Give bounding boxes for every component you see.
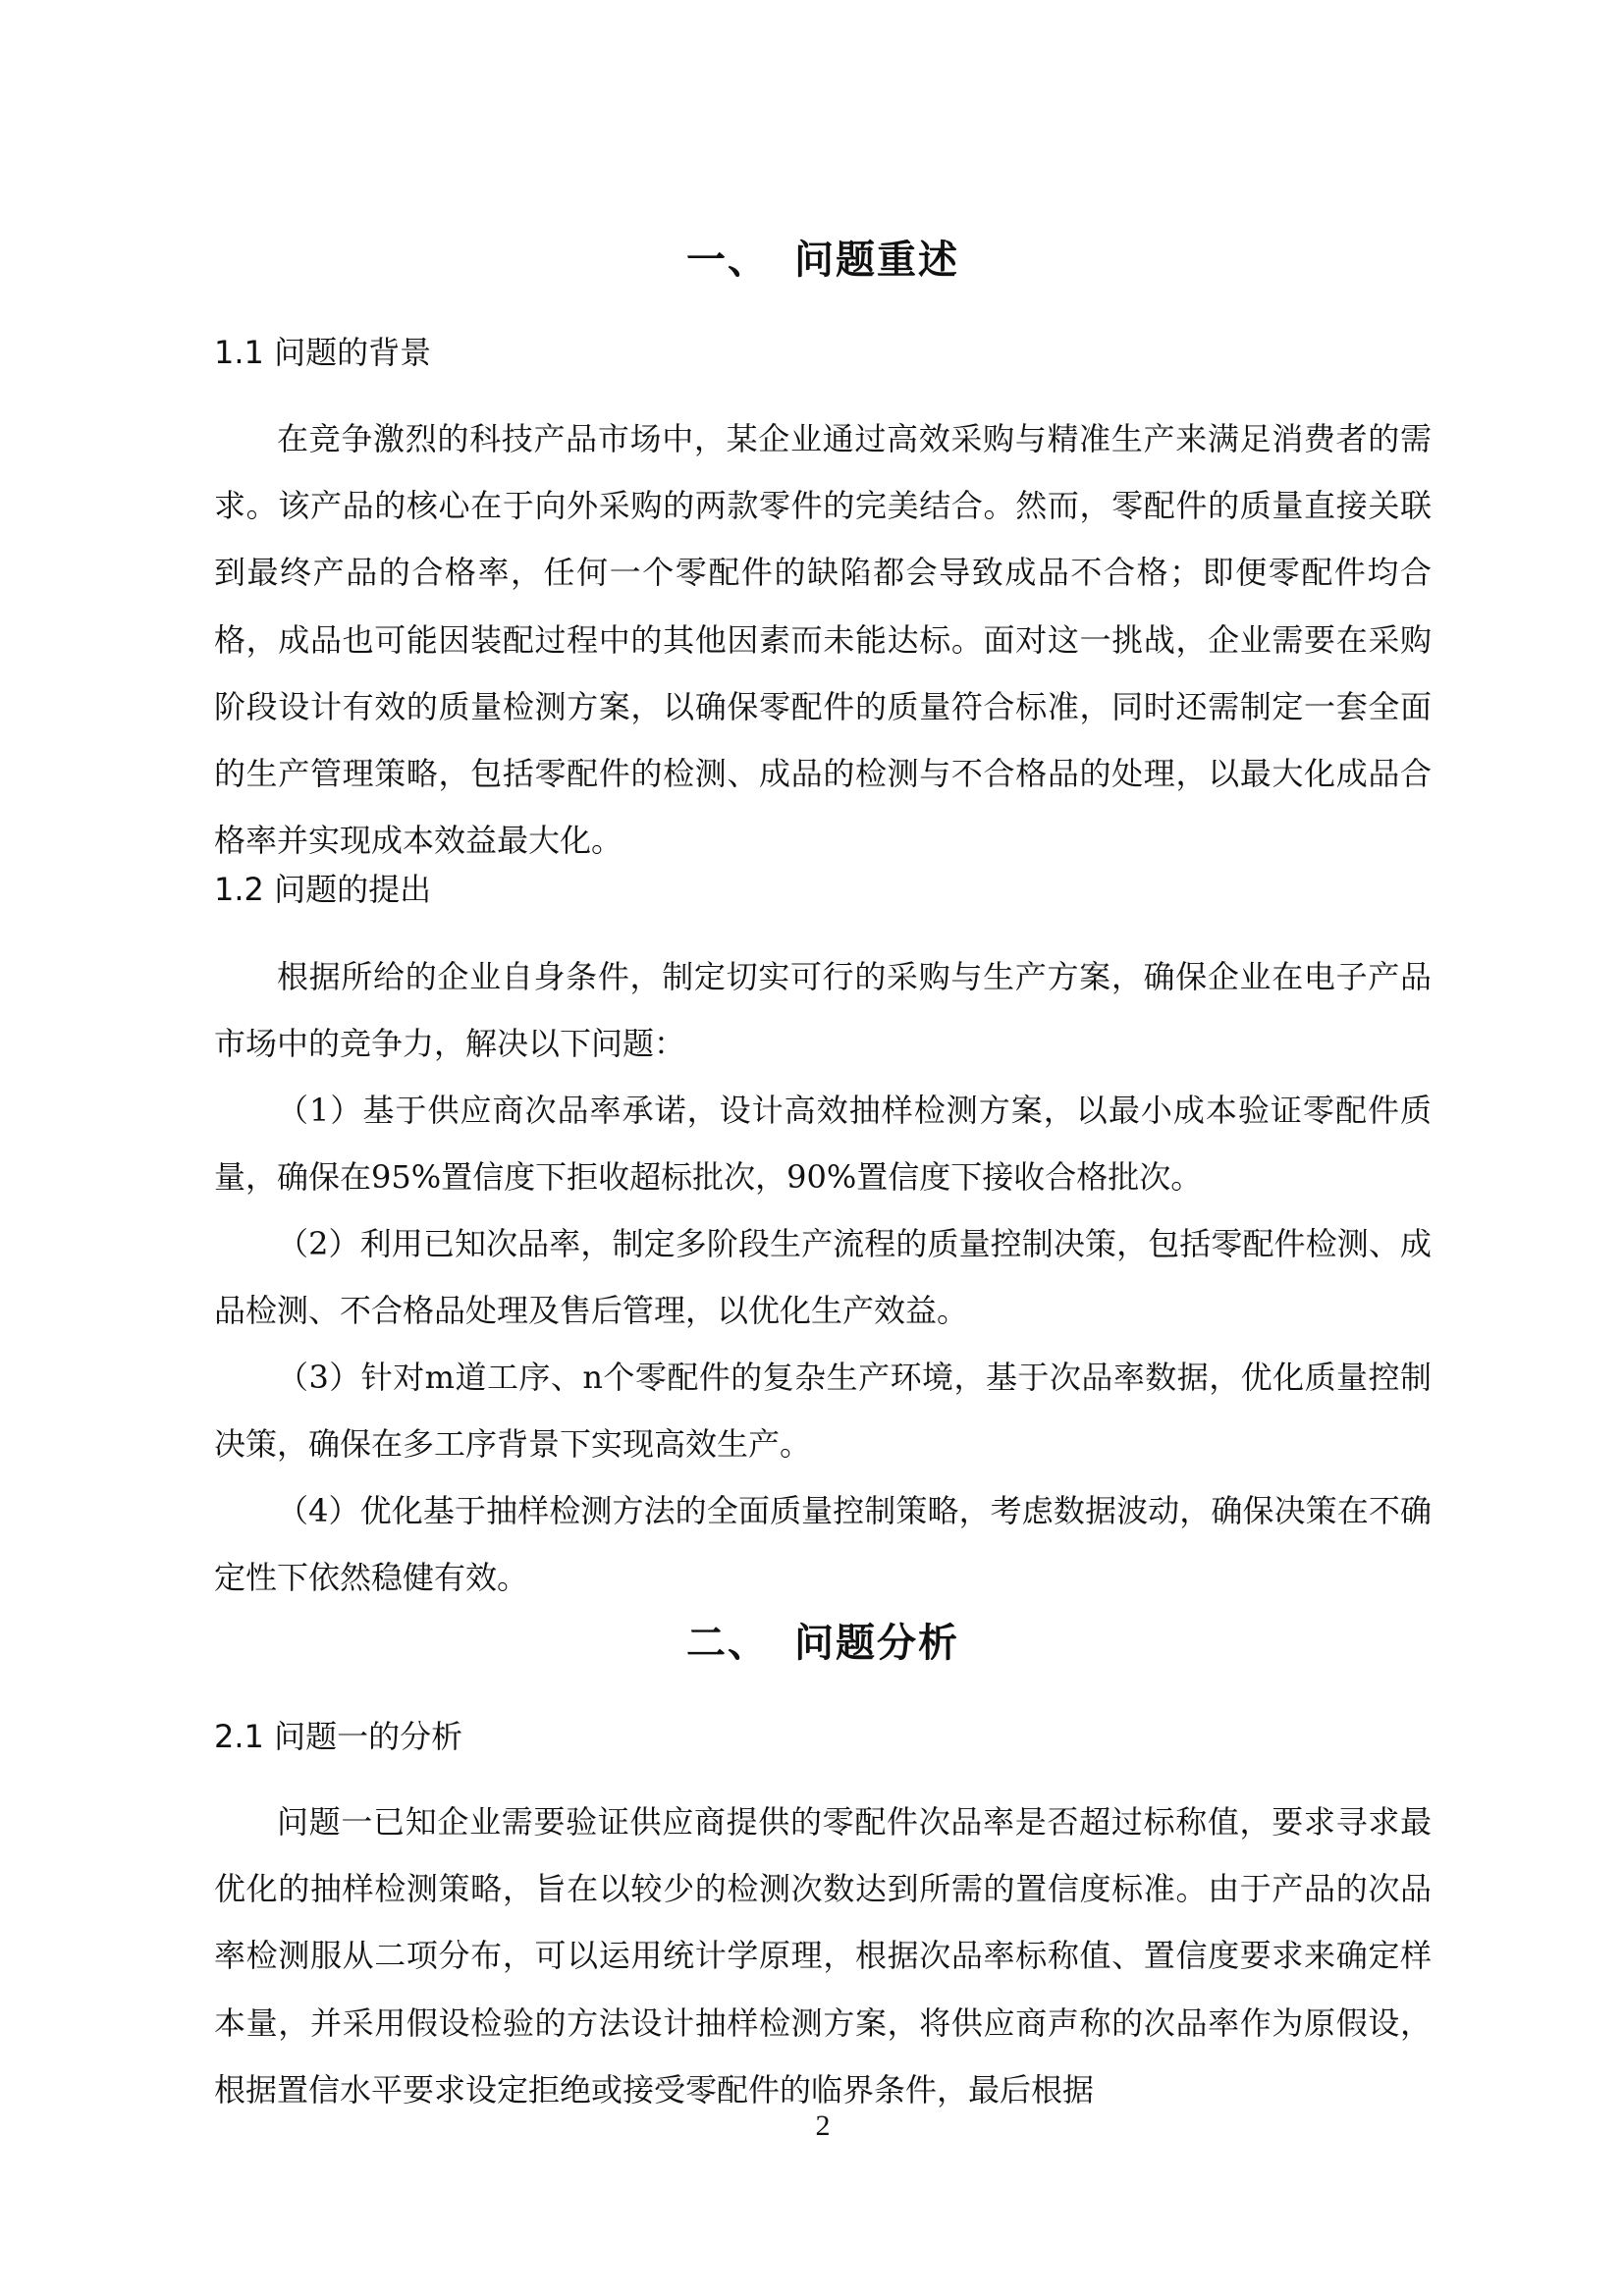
section-heading-1 xyxy=(214,237,1432,284)
problem-item-2: （2）利用已知次品率，制定多阶段生产流程的质量控制决策，包括零配件检测、成品检测、不合格品处理及售后管理，以优化生产效益。 xyxy=(214,1225,1432,1330)
subsection-heading-1-1: 1.1 问题的背景 xyxy=(214,334,432,371)
section-number: 一、 xyxy=(686,238,769,283)
paragraph-background: 在竞争激烈的科技产品市场中，某企业通过高效采购与精准生产来满足消费者的需求。该产品的核心在于向外采购的两款零件的完美结合。然而，零配件的质量直接关联到最终产品的合格率，任何一个零配件的缺陷都会导致成品不合格；即便零配件均合格，成品也可能因装配过程中的其他因素而未能达标。面对这一挑战，企业需要在采购阶段设计有效的质量检测方案，以确保零配件的质量符合标准，同时还需制定一套全面的生产管理策略，包括零配件的检测、成品的检测与不合格品的处理，以最大化成品合格率并实现成本效益最大化。 xyxy=(214,420,1432,860)
problem-item-1: （1）基于供应商次品率承诺，设计高效抽样检测方案，以最小成本验证零配件质量，确保在95%置信度下拒收超标批次，90%置信度下接收合格批次。 xyxy=(214,1092,1432,1197)
section-number: 二、 xyxy=(686,1621,769,1666)
page-number: 2 xyxy=(815,2109,831,2142)
paragraph-analysis-1: 问题一已知企业需要验证供应商提供的零配件次品率是否超过标称值，要求寻求最优化的抽样检测策略，旨在以较少的检测次数达到所需的置信度标准。由于产品的次品率检测服从二项分布，可以运用统计学原理，根据次品率标称值、置信度要求来确定样本量，并采用假设检验的方法设计抽样检测方案，将供应商声称的次品率作为原假设，根据置信水平要求设定拒绝或接受零配件的临界条件，最后根据 xyxy=(214,1803,1432,2109)
paragraph-problem-intro: 根据所给的企业自身条件，制定切实可行的采购与生产方案，确保企业在电子产品市场中的竞争力，解决以下问题： xyxy=(214,958,1432,1063)
section-title: 问题重述 xyxy=(794,238,959,283)
problem-item-4: （4）优化基于抽样检测方法的全面质量控制策略，考虑数据波动，确保决策在不确定性下依然稳健有效。 xyxy=(214,1492,1432,1597)
problem-item-3: （3）针对m道工序、n个零配件的复杂生产环境，基于次品率数据，优化质量控制决策，确保在多工序背景下实现高效生产。 xyxy=(214,1359,1432,1464)
section-title: 问题分析 xyxy=(794,1621,959,1666)
paper-page xyxy=(214,0,1432,2296)
section-heading-2 xyxy=(214,1620,1432,1667)
subsection-heading-2-1: 2.1 问题一的分析 xyxy=(214,1718,463,1755)
subsection-heading-1-2: 1.2 问题的提出 xyxy=(214,871,432,908)
